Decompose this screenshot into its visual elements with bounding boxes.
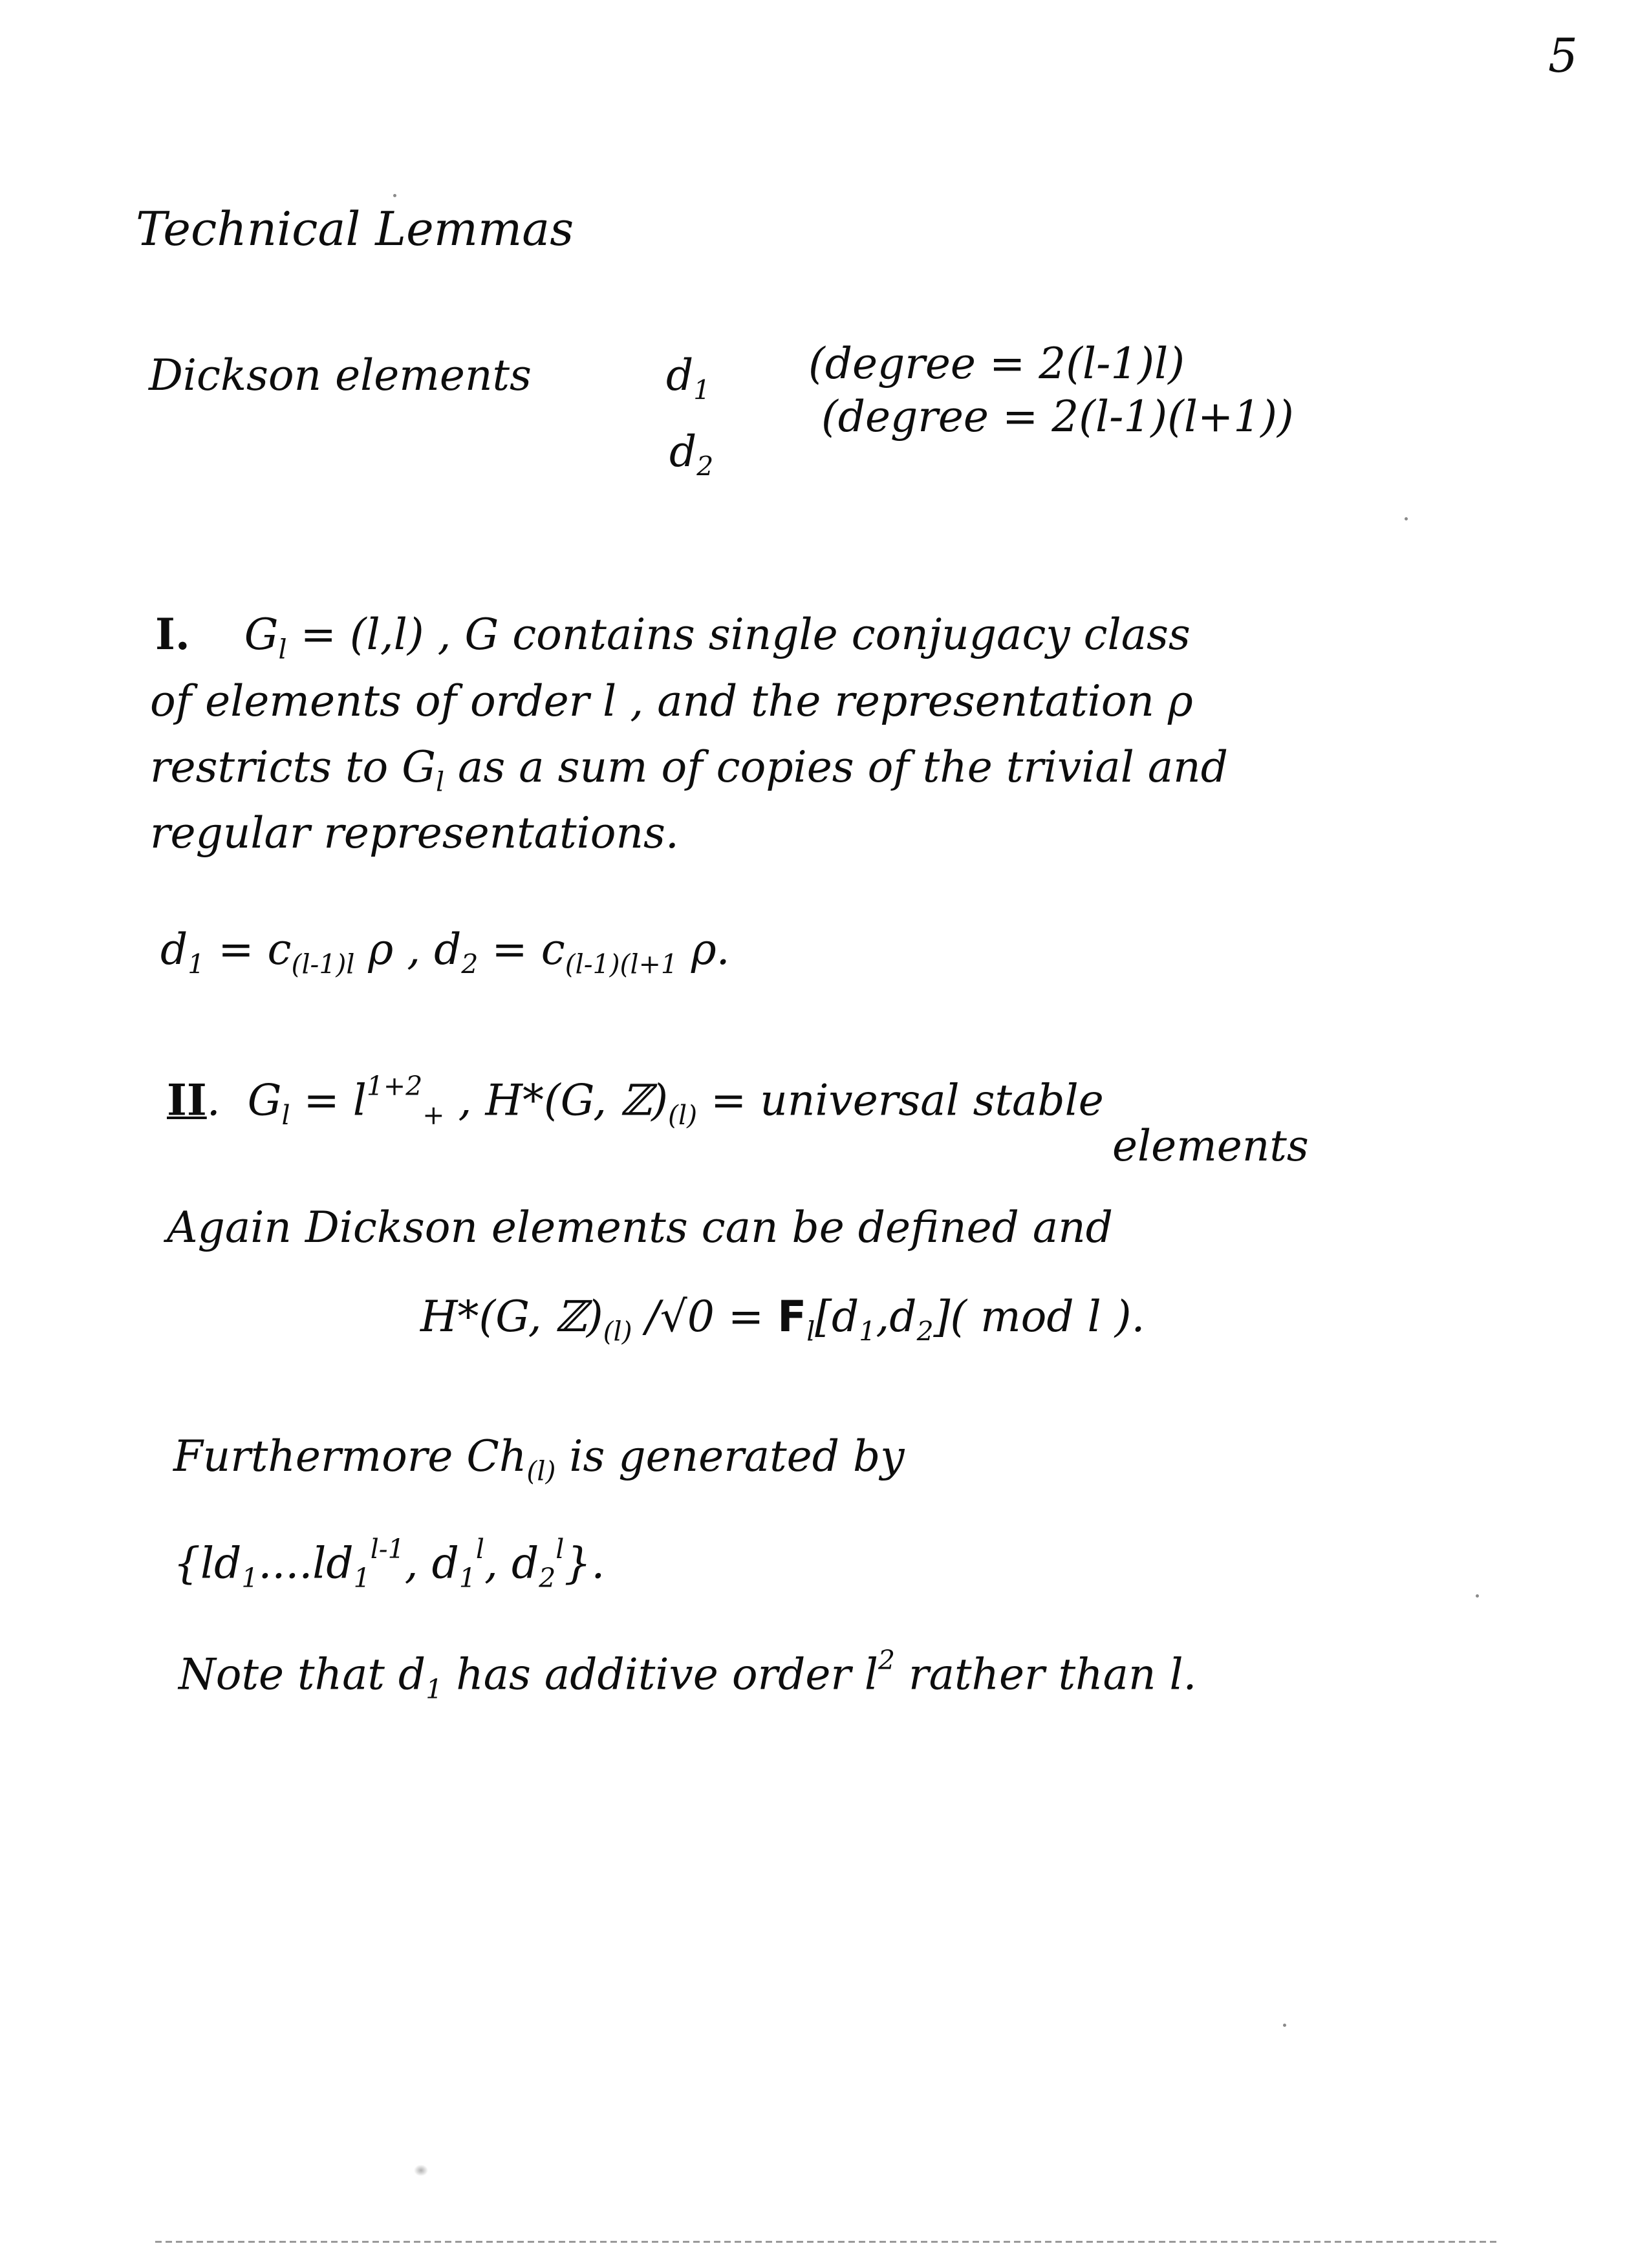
- furthermore-line: Furthermore $Ch_{(l)}$ is generated by: [173, 1431, 905, 1487]
- page-number: 5: [1548, 28, 1578, 83]
- scan-edge-line: [155, 2241, 1500, 2243]
- scan-speck: [1405, 517, 1408, 520]
- dickson-d1: $d_1$: [666, 350, 711, 406]
- section2-quotient: H*(G, $ℤ)_{(l)}$ $/√0 = F_l[d_1,d_2]$( mod l ).: [420, 1292, 1145, 1347]
- section2-again-line: Again Dickson elements can be defined and: [167, 1203, 1113, 1252]
- scan-speck: [1476, 1594, 1479, 1598]
- dickson-d2-degree: (degree = 2(l-1)(l+1)): [821, 392, 1294, 442]
- section2-numeral: II: [167, 1075, 207, 1126]
- dickson-label: Dickson elements: [149, 350, 532, 400]
- section1-line2: of elements of order l , and the representation ρ: [150, 676, 1193, 726]
- section1-line4: regular representations.: [150, 808, 679, 858]
- dickson-d1-degree: (degree = 2(l-1)l): [808, 339, 1185, 389]
- scan-speck: [1283, 2024, 1286, 2027]
- dickson-d2: $d_2$: [669, 427, 714, 482]
- section2-line1-cont: elements: [1112, 1121, 1309, 1171]
- scan-smudge: [414, 2165, 428, 2176]
- section1-line1: I. $G_l = (l,l)$ , G contains single conjugacy class: [155, 609, 1191, 665]
- generator-set: {$ld_1....ld_1^{l-1}$, $d_1^l$, $d_2^l$}.: [173, 1534, 605, 1594]
- section2-exponent: 1+2: [366, 1071, 423, 1102]
- note-line: Note that $d_1$ has additive order $l^2$ rather than l.: [178, 1645, 1197, 1705]
- section1-line3: restricts to $G_l$ as a sum of copies of the trivial and: [150, 742, 1228, 798]
- section1-numeral: I.: [155, 609, 190, 659]
- section2-line1: II. $G_l = l^{1+2}_+$ , H*(G, $ℤ)_{(l)}$ = universal stable: [167, 1071, 1104, 1131]
- scan-speck: [393, 194, 396, 197]
- page-title: Technical Lemmas: [136, 202, 574, 256]
- section1-formula: $d_1 = c_{(l-1)l}$ ρ , $d_2 = c_{(l-1)(l+1}$ ρ.: [160, 925, 730, 980]
